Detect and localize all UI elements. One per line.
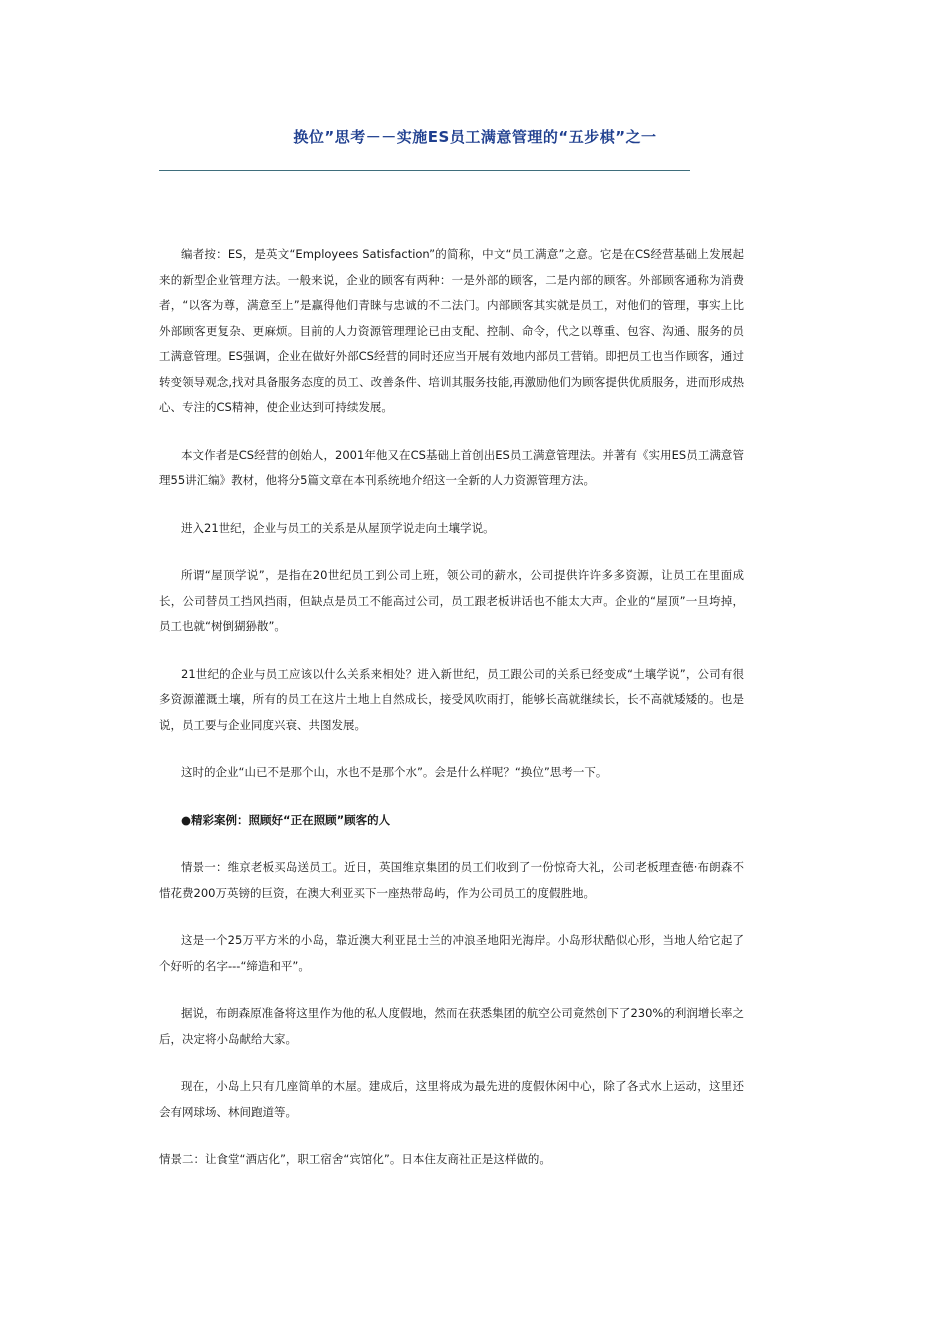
section-heading: ●精彩案例：照顾好“正在照顾”顾客的人 — [181, 812, 391, 827]
body-paragraph: 这时的企业“山已不是那个山，水也不是那个水”。会是什么样呢？“换位”思考一下。 — [181, 765, 608, 779]
article-body — [159, 242, 744, 1195]
document-title: 换位”思考－－实施ES员工满意管理的“五步棋”之一 — [293, 128, 657, 146]
body-paragraph: 现在，小岛上只有几座简单的木屋。建成后，这里将成为最先进的度假休闲中心，除了各式水上运动，这里还会有网球场、林间跑道等。 — [159, 1079, 744, 1119]
body-paragraph: 情景一：维京老板买岛送员工。近日，英国维京集团的员工们收到了一份惊奇大礼，公司老板理查德·布朗森不惜花费200万英镑的巨资，在澳大利亚买下一座热带岛屿，作为公司员工的度假胜地。 — [159, 860, 744, 900]
body-paragraph: 情景二：让食堂“酒店化”，职工宿舍“宾馆化”。日本住友商社正是这样做的。 — [159, 1152, 551, 1166]
author-intro-paragraph: 本文作者是CS经营的创始人，2001年他又在CS基础上首创出ES员工满意管理法。并著有《实用ES员工满意管理55讲汇编》教材，他将分5篇文章在本刊系统地介绍这一全新的人力资源管理方法。 — [159, 447, 744, 487]
body-paragraph: 所谓“屋顶学说”，是指在20世纪员工到公司上班，领公司的薪水，公司提供许许多多资源，让员工在里面成长，公司替员工挡风挡雨，但缺点是员工不能高过公司，员工跟老板讲话也不能太大声。企业的“屋顶”一旦垮掉，员工也就“树倒猢狲散”。 — [159, 568, 744, 633]
editor-note-paragraph: 编者按：ES，是英文“Employees Satisfaction”的简称，中文“员工满意”之意。它是在CS经营基础上发展起来的新型企业管理方法。一般来说，企业的顾客有两种：一是外部的顾客，二是内部的顾客。外部顾客通称为消费者，“以客为尊，满意至上”是赢得他们青睐与忠诚的不二法门。内部顾客其实就是员工，对他们的管理，事实上比外部顾客更复杂、更麻烦。目前的人力资源管理理论已由支配、控制、命令，代之以尊重、包容、沟通、服务的员工满意管理。ES强调，企业在做好外部CS经营的同时还应当开展有效地内部员工营销。即把员工也当作顾客，通过转变领导观念,找对具备服务态度的员工、改善条件、培训其服务技能,再激励他们为顾客提供优质服务，进而形成热心、专注的CS精神，使企业达到可持续发展。 — [159, 247, 744, 414]
body-paragraph: 进入21世纪，企业与员工的关系是从屋顶学说走向土壤学说。 — [181, 520, 495, 535]
title-divider — [159, 170, 690, 171]
body-paragraph: 据说，布朗森原准备将这里作为他的私人度假地，然而在获悉集团的航空公司竟然创下了230%的利润增长率之后，决定将小岛献给大家。 — [159, 1006, 744, 1046]
body-paragraph: 这是一个25万平方米的小岛，靠近澳大利亚昆士兰的冲浪圣地阳光海岸。小岛形状酷似心形，当地人给它起了个好听的名字---“缔造和平”。 — [159, 933, 744, 973]
body-paragraph: 21世纪的企业与员工应该以什么关系来相处？进入新世纪，员工跟公司的关系已经变成“土壤学说”，公司有很多资源灌溉土壤，所有的员工在这片土地上自然成长，接受风吹雨打，能够长高就继续长，长不高就矮矮的。也是说，员工要与企业同度兴衰、共图发展。 — [159, 666, 744, 732]
